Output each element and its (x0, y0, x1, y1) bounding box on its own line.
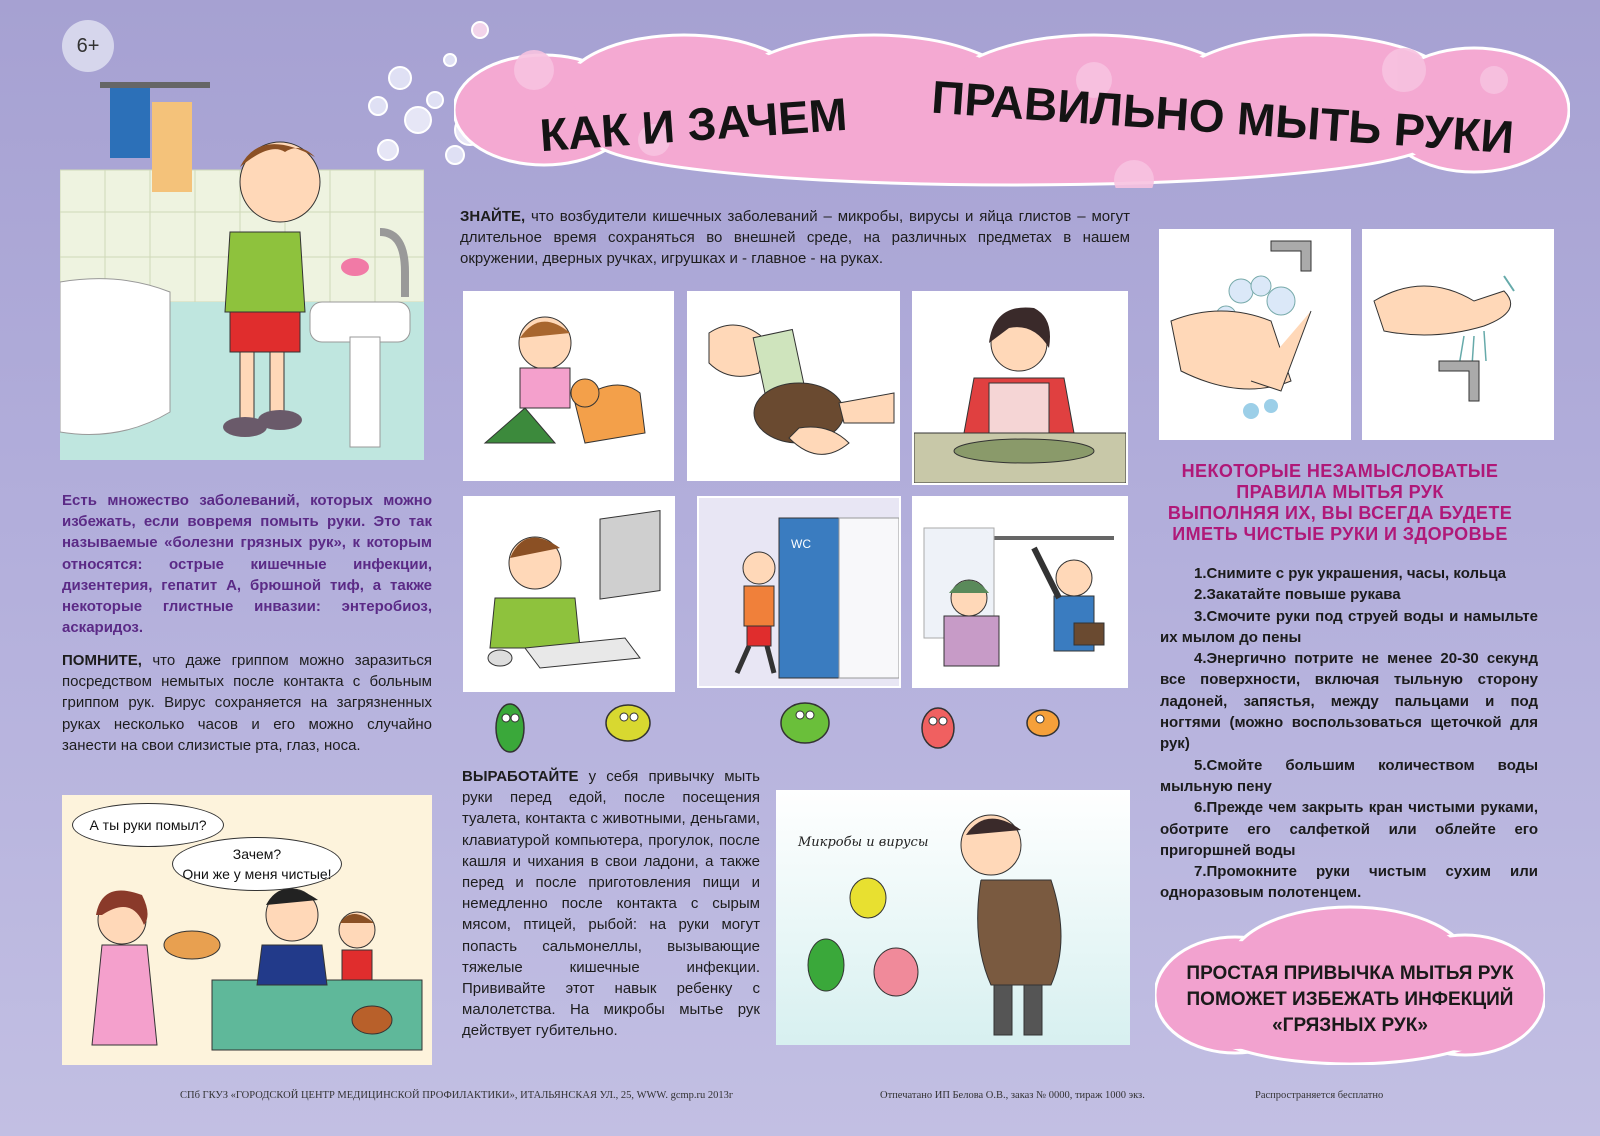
remember-bold: ПОМНИТЕ, (62, 652, 142, 669)
boy-washing-illustration (60, 72, 424, 460)
cloud-message-line2: ПОМОЖЕТ ИЗБЕЖАТЬ ИНФЕКЦИЙ (1186, 989, 1514, 1010)
picture-toilet (697, 496, 901, 688)
microbes-label: Микробы и вирусы (798, 835, 929, 850)
intro-text: что возбудители кишечных заболеваний – микробы, вирусы и яйца глистов – могут длительное время сохраняться во внешней среде, на различных предметах в нашем окружении, дверных ручках, игрушках и - главное - на руках. (460, 208, 1130, 268)
speech-bubble-question: А ты руки помыл? (72, 803, 224, 847)
cloud-message-line3: «ГРЯЗНЫХ РУК» (1272, 1015, 1428, 1036)
rules-heading-line2: ПРАВИЛА МЫТЬЯ РУК (1236, 482, 1444, 502)
picture-money-and-wallet (687, 291, 900, 481)
rules-list (1160, 563, 1538, 904)
comic-dinner-scene (62, 795, 432, 1065)
picture-girl-with-cat (463, 291, 674, 481)
remember-text: что даже гриппом можно заразиться посредством немытых после контакта с больным гриппом рук. Вирус сохраняется на загрязненных руках несколько часов и его можно случайно занести на свои слизистые рта, глаз, носа. (62, 652, 432, 754)
rules-heading-line1: НЕКОТОРЫЕ НЕЗАМЫСЛОВАТЫЕ (1181, 461, 1499, 481)
title-part1: КАК И ЗАЧЕМ (538, 87, 849, 162)
picture-woman-cutting-fish (912, 291, 1128, 485)
title-part2: ПРАВИЛЬНО МЫТЬ РУКИ (929, 70, 1516, 164)
footer-free-distribution: Распространяется бесплатно (1255, 1090, 1384, 1101)
picture-microbes-and-man (776, 790, 1130, 1045)
speech-bubble-answer (172, 837, 342, 891)
footer-organization: СПб ГКУЗ «ГОРОДСКОЙ ЦЕНТР МЕДИЦИНСКОЙ ПРОФИЛАКТИКИ», ИТАЛЬЯНСКАЯ УЛ., 25, WWW. gcmp.ru 2013г (180, 1090, 734, 1101)
rule-item: 7.Промокните руки чистым сухим или одноразовым полотенцем. (1160, 863, 1538, 902)
poster-title (530, 70, 1530, 180)
habit-paragraph (462, 766, 760, 1042)
rule-item: 3.Смочите руки под струей воды и намыльте их мылом до пены (1160, 607, 1538, 646)
cloud-message-line1: ПРОСТАЯ ПРИВЫЧКА МЫТЬЯ РУК (1186, 963, 1514, 984)
intro-paragraph (460, 206, 1130, 270)
picture-hands-rinsing (1362, 229, 1554, 440)
age-rating-badge: 6+ (62, 20, 114, 72)
microbes-row (480, 693, 1100, 763)
habit-bold: ВЫРАБОТАЙТЕ (462, 768, 579, 785)
picture-boy-at-computer (463, 496, 675, 692)
remember-paragraph (62, 650, 432, 756)
habit-text: у себя привычку мыть руки перед едой, после посещения туалета, контакта с животными, деньгами, клавиатурой компьютера, прогулок, после кашля и чихания в свои ладони, а также перед и после приготовления пищи и немедленно после контакта с сырым мясом, птицей, рыбой: на руки могут попасть сальмонеллы, вызывающие тяжелые кишечные инфекции. Прививайте этот навык ребенку с малолетства. На микробы мытье рук действует губительно. (462, 768, 760, 1040)
diseases-paragraph: Есть множество заболеваний, которых можно избежать, если вовремя помыть руки. Это так называемые «болезни грязных рук», к которым относятся: острые кишечные инфекции, дизентерия, гепатит А, брюшной тиф, а также некоторые глистные инвазии: энтеробиоз, аскаридоз. (62, 492, 432, 637)
rule-item: 6.Прежде чем закрыть кран чистыми руками, оботрите его салфеткой или облейте его пригоршней воды (1160, 799, 1538, 859)
rule-item: 1.Снимите с рук украшения, часы, кольца (1194, 565, 1506, 582)
rules-heading (1140, 461, 1540, 545)
intro-bold: ЗНАЙТЕ, (460, 208, 526, 225)
rule-item: 4.Энергично потрите не менее 20-30 секунд все поверхности, включая тыльную сторону ладоней, запястья, между пальцами и под ногтями (можно воспользоваться щеточкой для рук) (1160, 650, 1538, 753)
rule-item: 2.Закатайте повыше рукава (1194, 586, 1401, 604)
picture-bus-handrail (912, 496, 1128, 688)
answer-line2: Они же у меня чистые! (182, 866, 332, 882)
answer-line1: Зачем? (232, 846, 282, 862)
rules-heading-line4: ИМЕТЬ ЧИСТЫЕ РУКИ И ЗДОРОВЬЕ (1172, 524, 1508, 544)
rule-item: 5.Смойте большим количеством воды мыльную пену (1160, 756, 1538, 795)
footer-print-info: Отпечатано ИП Белова О.В., заказ № 0000, тираж 1000 экз. (880, 1090, 1145, 1101)
rules-heading-line3: ВЫПОЛНЯЯ ИХ, ВЫ ВСЕГДА БУДЕТЕ (1167, 503, 1513, 523)
cloud-message (1185, 961, 1515, 1039)
footer (0, 1090, 1600, 1114)
wc-sign: WC (791, 537, 811, 551)
picture-hands-washing (1159, 229, 1351, 440)
